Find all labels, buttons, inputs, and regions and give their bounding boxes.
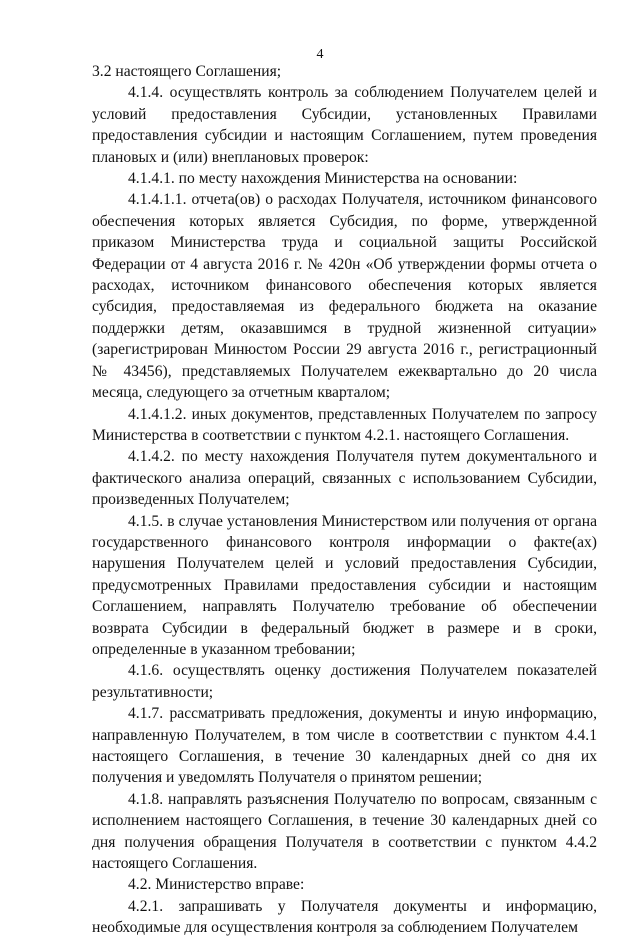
paragraph-4-1-4-1: 4.1.4.1. по месту нахождения Министерства на основании: — [128, 170, 518, 188]
paragraph-4-1-4-1-2: 4.1.4.1.2. иных документов, представленных Получателем по запросу Министерства в соответствии с пунктом 4.2.1. настоящего Соглашения. — [92, 405, 597, 444]
paragraph-4-1-5: 4.1.5. в случае установления Министерством или получения от органа государственного финансового контроля информации о факте(ах) нарушения Получателем целей и условий предоставления Субсидии, предусмотренных Правилами предоставления субсидии и настоящим Соглашением, направлять Получателю требование об обеспечении возврата Субсидии в федеральный бюджет в размере и в сроки, определенные в указанном требовании; — [92, 512, 597, 658]
page-number: 4 — [316, 47, 324, 62]
paragraph-4-1-6: 4.1.6. осуществлять оценку достижения Получателем показателей результативности; — [92, 662, 597, 701]
paragraph-4-1-8: 4.1.8. направлять разъяснения Получателю по вопросам, связанным с исполнением настоящего Соглашения, в течение 30 календарных дней со дня получения обращения Получателя в соответствии с пунктом 4.4.2 настоящего Соглашения. — [92, 790, 597, 873]
paragraph-4-1-7: 4.1.7. рассматривать предложения, документы и иную информацию, направленную Получателем, в том числе в соответствии с пунктом 4.4.1 настоящего Соглашения, в течение 30 календарных дней со дня их получения и уведомлять Получателя о принятом решении; — [92, 705, 597, 787]
paragraph-4-1-4-2: 4.1.4.2. по месту нахождения Получателя путем документального и фактического анализа операций, связанных с использованием Субсидии, произведенных Получателем; — [92, 448, 597, 509]
paragraph-4-1-4: 4.1.4. осуществлять контроль за соблюдением Получателем целей и условий предоставления Субсидии, установленных Правилами предоставления субсидии и настоящим Соглашением, путем проведения плановых и (или) внеплановых проверок: — [92, 84, 597, 166]
paragraph-4-2-1: 4.2.1. запрашивать у Получателя документы и информацию, необходимые для осуществления контроля за соблюдением Получателем — [92, 897, 597, 937]
document-body — [92, 61, 597, 939]
paragraph-4-2: 4.2. Министерство вправе: — [128, 876, 305, 894]
paragraph-3-2-continuation: 3.2 настоящего Соглашения; — [92, 63, 282, 80]
paragraph-4-1-4-1-1: 4.1.4.1.1. отчета(ов) о расходах Получателя, источником финансового обеспечения которых является Субсидия, по форме, утвержденной приказом Министерства труда и социальной защиты Российской Федерации от 4 августа 2016 г. № 420н «Об утверждении формы отчета о расходах, источником финансового обеспечения которых является субсидия, предоставляемая из федерального бюджета на оказание поддержки детям, оказавшимся в трудной жизненной ситуации» (зарегистрирован Минюстом России 29 августа 2016 г., регистрационный № 43456), представляемых Получателем ежеквартально до 20 числа месяца, следующего за отчетным кварталом; — [92, 191, 597, 402]
